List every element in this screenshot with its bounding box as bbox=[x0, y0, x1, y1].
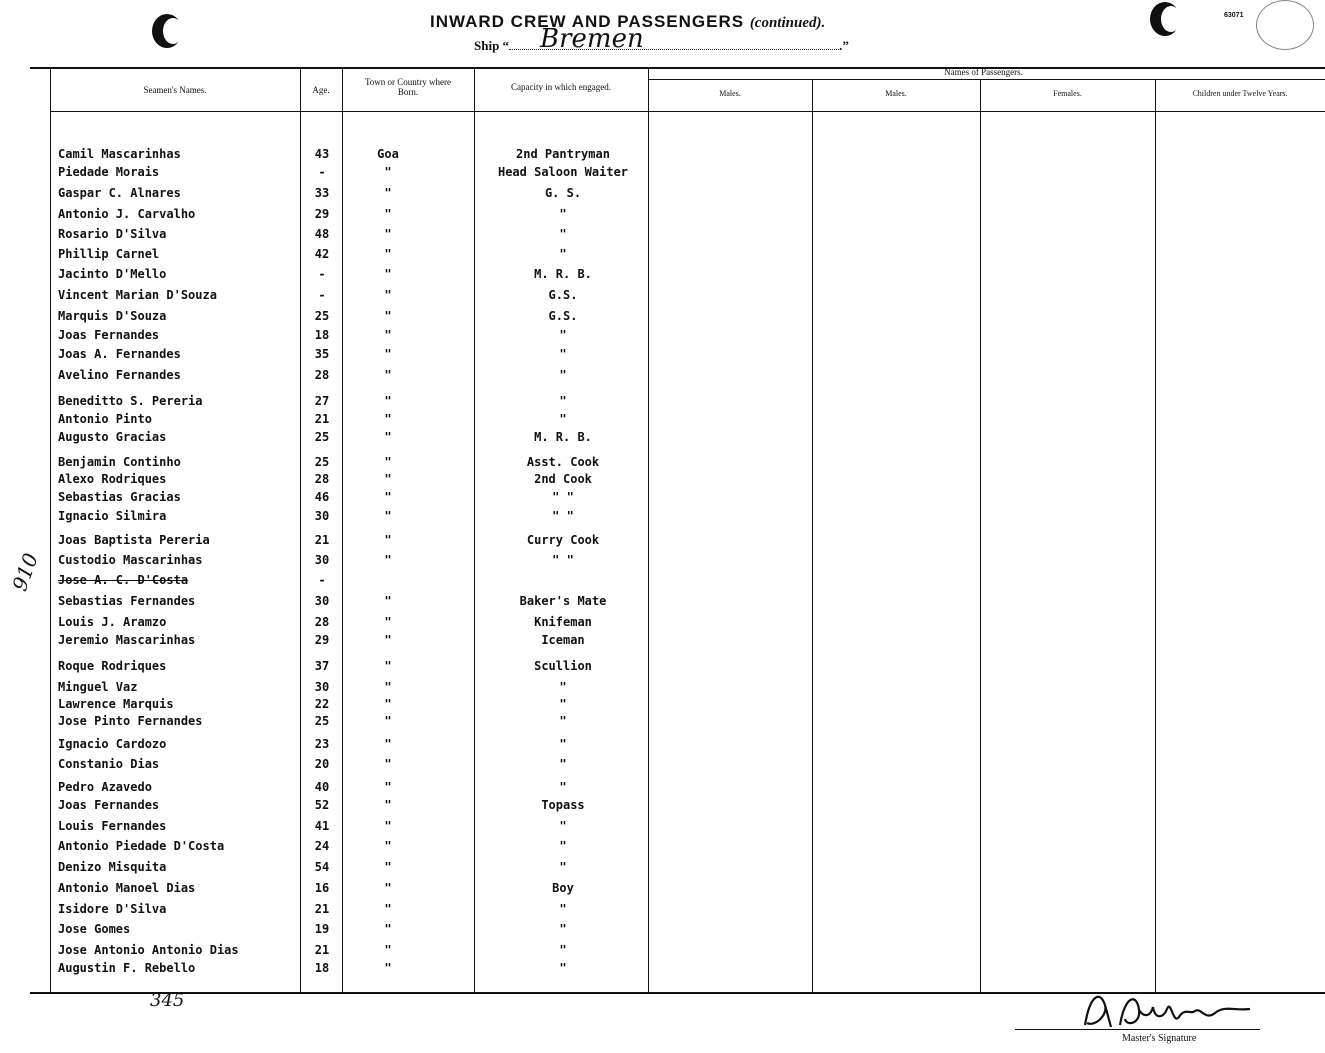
crew-age: 25 bbox=[314, 714, 330, 728]
crew-age: 30 bbox=[314, 680, 330, 694]
crew-age: 27 bbox=[314, 394, 330, 408]
passenger-group-rule bbox=[648, 79, 1325, 80]
crew-name: Avelino Fernandes bbox=[58, 368, 181, 382]
table-row bbox=[0, 533, 1325, 553]
crew-name: Lawrence Marquis bbox=[58, 697, 174, 711]
crew-name: Beneditto S. Pereria bbox=[58, 394, 203, 408]
crew-name: Augusto Gracias bbox=[58, 430, 167, 444]
table-row bbox=[0, 328, 1325, 348]
crew-birthplace: " bbox=[384, 594, 392, 608]
crew-capacity: " bbox=[559, 412, 567, 426]
crew-birthplace: " bbox=[384, 780, 392, 794]
crew-name: Joas Baptista Pereria bbox=[58, 533, 210, 547]
crew-birthplace: " bbox=[384, 961, 392, 975]
crew-name: Jose A. C. D'Costa bbox=[58, 573, 189, 587]
crew-birthplace: " bbox=[384, 757, 392, 771]
crew-age: 25 bbox=[314, 309, 330, 323]
crew-capacity: M. R. B. bbox=[534, 267, 592, 281]
crew-birthplace: " bbox=[384, 490, 392, 504]
crew-birthplace: " bbox=[384, 186, 392, 200]
table-row bbox=[0, 490, 1325, 510]
table-row bbox=[0, 633, 1325, 653]
crew-age: 41 bbox=[314, 819, 330, 833]
table-row bbox=[0, 780, 1325, 800]
crew-birthplace: " bbox=[384, 412, 392, 426]
crew-age: 30 bbox=[314, 553, 330, 567]
crew-birthplace: " bbox=[384, 615, 392, 629]
crew-age: 43 bbox=[314, 147, 330, 161]
crew-age: 37 bbox=[314, 659, 330, 673]
crew-age: 28 bbox=[314, 472, 330, 486]
table-row bbox=[0, 839, 1325, 859]
crew-capacity: Topass bbox=[541, 798, 585, 812]
crew-birthplace: " bbox=[384, 267, 392, 281]
crew-capacity: G.S. bbox=[548, 309, 578, 323]
crew-capacity: " bbox=[559, 737, 567, 751]
crew-capacity: " bbox=[559, 207, 567, 221]
crew-birthplace: " bbox=[384, 533, 392, 547]
crew-capacity: " " bbox=[552, 509, 574, 523]
crew-name: Joas Fernandes bbox=[58, 798, 160, 812]
crew-birthplace: " bbox=[384, 472, 392, 486]
crew-capacity: Head Saloon Waiter bbox=[497, 165, 629, 179]
crew-name: Antonio Pinto bbox=[58, 412, 152, 426]
crew-age: 48 bbox=[314, 227, 330, 241]
crew-capacity: Knifeman bbox=[534, 615, 592, 629]
crew-birthplace: " bbox=[384, 659, 392, 673]
ship-line: Ship “ .” bbox=[474, 38, 849, 53]
crew-age: 42 bbox=[314, 247, 330, 261]
header-bottom-rule bbox=[50, 111, 1325, 112]
crew-name: Camil Mascarinhas bbox=[58, 147, 181, 161]
crew-birthplace: " bbox=[384, 207, 392, 221]
crew-age: 18 bbox=[314, 961, 330, 975]
table-row bbox=[0, 659, 1325, 679]
crew-name: Constanio Dias bbox=[58, 757, 160, 771]
crew-capacity: G.S. bbox=[548, 288, 578, 302]
table-row bbox=[0, 798, 1325, 818]
crew-capacity: " bbox=[559, 328, 567, 342]
table-row bbox=[0, 227, 1325, 247]
crew-name: Jose Gomes bbox=[58, 922, 131, 936]
crew-name: Custodio Mascarinhas bbox=[58, 553, 203, 567]
crew-name: Isidore D'Silva bbox=[58, 902, 167, 916]
crew-name: Pedro Azavedo bbox=[58, 780, 152, 794]
crew-capacity: " bbox=[559, 697, 567, 711]
crew-name: Piedade Morais bbox=[58, 165, 160, 179]
stamp-seal bbox=[1256, 0, 1314, 50]
table-row bbox=[0, 615, 1325, 635]
signature-label: Master's Signature bbox=[1122, 1033, 1197, 1044]
crew-birthplace: " bbox=[384, 922, 392, 936]
table-row bbox=[0, 714, 1325, 734]
crew-birthplace: " bbox=[384, 309, 392, 323]
crew-birthplace: " bbox=[384, 165, 392, 179]
crew-name: Antonio Manoel Dias bbox=[58, 881, 196, 895]
crew-capacity: " bbox=[559, 227, 567, 241]
crew-capacity: " " bbox=[552, 490, 574, 504]
crew-birthplace: " bbox=[384, 819, 392, 833]
crew-birthplace: " bbox=[384, 839, 392, 853]
crew-capacity: 2nd Cook bbox=[534, 472, 592, 486]
crew-name: Louis Fernandes bbox=[58, 819, 167, 833]
crew-name: Benjamin Continho bbox=[58, 455, 181, 469]
crew-age: - bbox=[318, 288, 326, 302]
crew-name: Alexo Rodriques bbox=[58, 472, 167, 486]
crew-capacity: 2nd Pantryman bbox=[516, 147, 610, 161]
crew-name: Phillip Carnel bbox=[58, 247, 160, 261]
crew-age: 23 bbox=[314, 737, 330, 751]
crew-birthplace: " bbox=[384, 328, 392, 342]
crew-birthplace: " bbox=[384, 633, 392, 647]
crew-capacity: " bbox=[559, 347, 567, 361]
crew-age: 22 bbox=[314, 697, 330, 711]
crew-capacity: " bbox=[559, 757, 567, 771]
crew-name: Vincent Marian D'Souza bbox=[58, 288, 217, 302]
table-row bbox=[0, 247, 1325, 267]
table-row bbox=[0, 573, 1325, 593]
crew-capacity: Asst. Cook bbox=[526, 455, 600, 469]
crew-name: Jose Antonio Antonio Dias bbox=[58, 943, 239, 957]
header-seamens-names: Seamen's Names. bbox=[143, 85, 207, 95]
crew-capacity: " bbox=[559, 394, 567, 408]
crew-age: 54 bbox=[314, 860, 330, 874]
crew-capacity: " bbox=[559, 961, 567, 975]
crew-age: 25 bbox=[314, 455, 330, 469]
crew-name: Marquis D'Souza bbox=[58, 309, 167, 323]
crew-capacity: " bbox=[559, 902, 567, 916]
table-row bbox=[0, 594, 1325, 614]
crew-name: Sebastias Fernandes bbox=[58, 594, 196, 608]
crew-age: - bbox=[318, 165, 326, 179]
crew-name: Jacinto D'Mello bbox=[58, 267, 167, 281]
table-row bbox=[0, 943, 1325, 963]
crew-age: 18 bbox=[314, 328, 330, 342]
crew-birthplace: " bbox=[384, 368, 392, 382]
punch-hole-left bbox=[152, 14, 182, 48]
crew-birthplace: " bbox=[384, 697, 392, 711]
crew-capacity: " bbox=[559, 839, 567, 853]
header-females: Females. bbox=[1053, 89, 1082, 98]
table-row bbox=[0, 737, 1325, 757]
crew-capacity: Curry Cook bbox=[526, 533, 600, 547]
crew-capacity: G. S. bbox=[544, 186, 582, 200]
table-row bbox=[0, 902, 1325, 922]
header-age: Age. bbox=[312, 85, 330, 95]
header-children: Children under Twelve Years. bbox=[1192, 89, 1288, 98]
crew-capacity: " " bbox=[552, 553, 574, 567]
crew-age: 16 bbox=[314, 881, 330, 895]
crew-capacity: " bbox=[559, 943, 567, 957]
crew-age: 20 bbox=[314, 757, 330, 771]
table-row bbox=[0, 207, 1325, 227]
crew-capacity: M. R. B. bbox=[534, 430, 592, 444]
table-row bbox=[0, 430, 1325, 450]
crew-birthplace: " bbox=[384, 347, 392, 361]
crew-birthplace: " bbox=[384, 737, 392, 751]
signature-line bbox=[1015, 1029, 1260, 1030]
crew-name: Rosario D'Silva bbox=[58, 227, 167, 241]
crew-birthplace: " bbox=[384, 509, 392, 523]
crew-birthplace: " bbox=[384, 881, 392, 895]
table-row bbox=[0, 412, 1325, 432]
crew-birthplace: " bbox=[384, 227, 392, 241]
crew-age: 25 bbox=[314, 430, 330, 444]
page-title: INWARD CREW AND PASSENGERS (continued). bbox=[430, 12, 826, 31]
crew-age: 21 bbox=[314, 943, 330, 957]
table-row bbox=[0, 267, 1325, 287]
crew-birthplace: " bbox=[384, 247, 392, 261]
crew-name: Louis J. Aramzo bbox=[58, 615, 167, 629]
crew-birthplace: " bbox=[384, 714, 392, 728]
crew-age: 28 bbox=[314, 368, 330, 382]
form-serial: 63071 bbox=[1224, 12, 1244, 19]
table-row bbox=[0, 347, 1325, 367]
crew-age: 21 bbox=[314, 902, 330, 916]
crew-capacity: " bbox=[559, 819, 567, 833]
crew-age: 21 bbox=[314, 533, 330, 547]
crew-name: Antonio Piedade D'Costa bbox=[58, 839, 225, 853]
crew-capacity: Scullion bbox=[534, 659, 592, 673]
crew-capacity: Baker's Mate bbox=[519, 594, 607, 608]
table-row bbox=[0, 368, 1325, 388]
header-town: Town or Country where Born. bbox=[364, 77, 452, 97]
margin-note: 910 bbox=[7, 549, 43, 595]
crew-name: Minguel Vaz bbox=[58, 680, 138, 694]
crew-birthplace: Goa bbox=[377, 147, 399, 161]
crew-name: Jeremio Mascarinhas bbox=[58, 633, 196, 647]
crew-age: 21 bbox=[314, 412, 330, 426]
crew-age: 28 bbox=[314, 615, 330, 629]
crew-capacity: Boy bbox=[552, 881, 574, 895]
crew-capacity: " bbox=[559, 247, 567, 261]
master-signature bbox=[1075, 985, 1255, 1035]
table-row bbox=[0, 509, 1325, 529]
table-row bbox=[0, 553, 1325, 573]
crew-birthplace: " bbox=[384, 430, 392, 444]
crew-age: 29 bbox=[314, 633, 330, 647]
crew-age: 19 bbox=[314, 922, 330, 936]
table-row bbox=[0, 757, 1325, 777]
crew-age: 33 bbox=[314, 186, 330, 200]
table-row bbox=[0, 881, 1325, 901]
tally-note: 345 bbox=[150, 990, 185, 1011]
crew-birthplace: " bbox=[384, 680, 392, 694]
crew-age: 46 bbox=[314, 490, 330, 504]
table-row bbox=[0, 186, 1325, 206]
crew-age: 30 bbox=[314, 594, 330, 608]
crew-capacity: " bbox=[559, 368, 567, 382]
table-row bbox=[0, 819, 1325, 839]
crew-birthplace: " bbox=[384, 394, 392, 408]
crew-name: Jose Pinto Fernandes bbox=[58, 714, 203, 728]
crew-name: Roque Rodriques bbox=[58, 659, 167, 673]
crew-age: 24 bbox=[314, 839, 330, 853]
crew-name: Augustin F. Rebello bbox=[58, 961, 196, 975]
crew-age: 35 bbox=[314, 347, 330, 361]
crew-age: 40 bbox=[314, 780, 330, 794]
crew-birthplace: " bbox=[384, 798, 392, 812]
header-males-2: Males. bbox=[885, 89, 907, 98]
ship-name: Bremen bbox=[540, 24, 644, 54]
table-row bbox=[0, 922, 1325, 942]
crew-birthplace: " bbox=[384, 902, 392, 916]
crew-capacity: " bbox=[559, 680, 567, 694]
crew-capacity: " bbox=[559, 780, 567, 794]
crew-age: - bbox=[318, 573, 326, 587]
crew-age: 30 bbox=[314, 509, 330, 523]
crew-birthplace: " bbox=[384, 455, 392, 469]
crew-name: Joas A. Fernandes bbox=[58, 347, 181, 361]
table-row bbox=[0, 860, 1325, 880]
header-capacity: Capacity in which engaged. bbox=[511, 82, 611, 92]
table-row bbox=[0, 288, 1325, 308]
header-names-of-passengers: Names of Passengers. bbox=[944, 67, 1023, 77]
crew-capacity: " bbox=[559, 922, 567, 936]
table-row bbox=[0, 472, 1325, 492]
crew-capacity: Iceman bbox=[541, 633, 585, 647]
crew-name: Joas Fernandes bbox=[58, 328, 160, 342]
table-row bbox=[0, 394, 1325, 414]
crew-capacity: " bbox=[559, 714, 567, 728]
crew-name: Ignacio Silmira bbox=[58, 509, 167, 523]
crew-age: 29 bbox=[314, 207, 330, 221]
crew-birthplace: " bbox=[384, 553, 392, 567]
table-row bbox=[0, 165, 1325, 185]
table-row bbox=[0, 961, 1325, 981]
crew-birthplace: " bbox=[384, 860, 392, 874]
crew-birthplace: " bbox=[384, 288, 392, 302]
crew-capacity: " bbox=[559, 860, 567, 874]
crew-age: 52 bbox=[314, 798, 330, 812]
table-row bbox=[0, 147, 1325, 167]
crew-name: Antonio J. Carvalho bbox=[58, 207, 196, 221]
punch-hole-right bbox=[1150, 2, 1180, 36]
crew-name: Sebastias Gracias bbox=[58, 490, 181, 504]
header-males-1: Males. bbox=[719, 89, 741, 98]
crew-name: Denizo Misquita bbox=[58, 860, 167, 874]
crew-birthplace: " bbox=[384, 943, 392, 957]
crew-name: Ignacio Cardozo bbox=[58, 737, 167, 751]
crew-age: - bbox=[318, 267, 326, 281]
crew-name: Gaspar C. Alnares bbox=[58, 186, 181, 200]
table-row bbox=[0, 309, 1325, 329]
